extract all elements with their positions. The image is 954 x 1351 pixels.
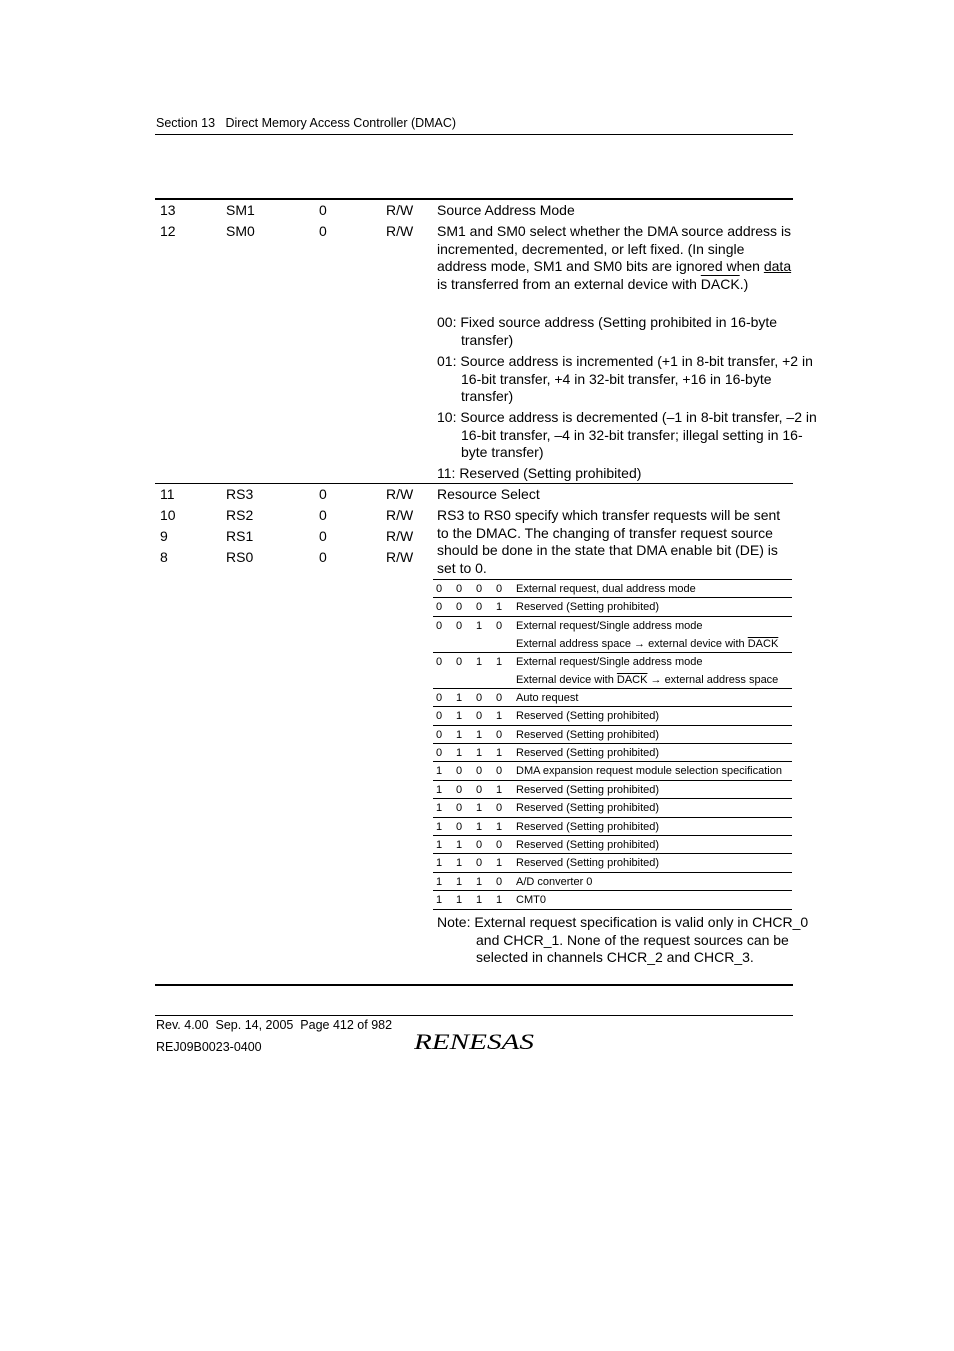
table-rule [433, 817, 792, 818]
read-write: R/W [386, 486, 414, 502]
bit-name: RS3 [226, 486, 254, 502]
table-rule [433, 652, 792, 653]
bit-number: 9 [160, 528, 168, 544]
group-separator [155, 483, 793, 484]
bit-value: 0 [456, 820, 463, 833]
bit-value: 1 [476, 802, 483, 815]
bit-value: 1 [456, 691, 463, 704]
section-header: Section 13 Direct Memory Access Controller (DMAC) [156, 116, 457, 130]
bit-value: 0 [436, 728, 443, 741]
sm-option-10: 10: Source address is decremented (–1 in 8-bit transfer, –2 in 16-bit transfer, –4 in 32-bit transfer; illegal setting in 16-byte transfer) [437, 409, 817, 460]
table-rule [433, 706, 792, 707]
bit-value: 0 [456, 765, 463, 778]
bit-value: 0 [476, 857, 483, 870]
bit-value: 0 [456, 583, 463, 595]
initial-value: 0 [319, 486, 327, 502]
note-text: Note: External request specification is valid only in CHCR_0 and CHCR_1. None of the request sources can be selected in channels CHCR_2 and CHCR_3. [437, 914, 809, 965]
bit-value: 1 [436, 894, 443, 907]
table-row [433, 857, 792, 871]
bit-value: 1 [456, 857, 463, 870]
table-row [433, 729, 792, 743]
table-rule [433, 761, 792, 762]
bit-name: SM0 [226, 223, 255, 239]
bit-value: 0 [476, 691, 483, 704]
svg-text:RENESAS: RENESAS [414, 1030, 534, 1052]
bit-value: 1 [496, 655, 503, 668]
row-description: CMT0 [516, 894, 546, 907]
bit-name: RS2 [226, 507, 254, 523]
row-description: Reserved (Setting prohibited) [516, 710, 660, 723]
initial-value: 0 [319, 549, 327, 565]
rs-description-title: Resource Select [437, 486, 540, 502]
bit-value: 0 [436, 619, 443, 632]
renesas-logo [414, 1030, 536, 1052]
initial-value: 0 [319, 528, 327, 544]
row-description: Reserved (Setting prohibited) [516, 601, 660, 614]
bit-name: RS0 [226, 549, 254, 565]
bit-value: 0 [436, 601, 443, 614]
row-description: External request, dual address mode [516, 583, 696, 595]
table-row [433, 839, 792, 853]
row-description: External request/Single address mode [516, 655, 703, 668]
document-code: REJ09B0023-0400 [156, 1040, 262, 1054]
bit-number: 10 [160, 507, 176, 523]
bit-value: 1 [496, 601, 503, 614]
table-rule [433, 780, 792, 781]
bit-value: 1 [476, 875, 483, 888]
row-description: A/D converter 0 [516, 875, 593, 888]
bit-value: 1 [476, 894, 483, 907]
row-description: Reserved (Setting prohibited) [516, 820, 660, 833]
bit-value: 1 [436, 857, 443, 870]
table-rule [433, 616, 792, 617]
rs-description-body: RS3 to RS0 specify which transfer requests will be sent to the DMAC. The changing of transfer request source should be done in the state that DMA enable bit (DE) is set to 0. [437, 507, 781, 576]
bit-value: 1 [496, 857, 503, 870]
read-write: R/W [386, 202, 414, 218]
bit-value: 0 [456, 783, 463, 796]
bit-value: 0 [456, 655, 463, 668]
sm-option-01: 01: Source address is incremented (+1 in 8-bit transfer, +2 in 16-bit transfer, +4 in 32-bit transfer, +16 in 16-byte transfer) [437, 353, 813, 404]
table-rule [433, 890, 792, 891]
initial-value: 0 [319, 202, 327, 218]
bit-number: 11 [160, 486, 175, 502]
table-rule [433, 835, 792, 836]
sm-option-11: 11: Reserved (Setting prohibited) [437, 465, 642, 481]
table-bottom-rule [155, 984, 793, 986]
sm-description-title: Source Address Mode [437, 202, 575, 218]
bit-value: 0 [436, 655, 443, 668]
table-rule [433, 853, 792, 854]
row-description: Reserved (Setting prohibited) [516, 857, 660, 870]
bit-value: 1 [496, 783, 503, 796]
bit-value: 0 [496, 839, 503, 851]
read-write: R/W [386, 223, 414, 239]
row-description: Auto request [516, 691, 579, 704]
row-description: Reserved (Setting prohibited) [516, 728, 660, 741]
row-description: DMA expansion request module selection specification [516, 765, 782, 778]
bit-value: 0 [436, 583, 443, 595]
row-description: Reserved (Setting prohibited) [516, 747, 660, 759]
bit-value: 1 [476, 728, 483, 741]
bit-value: 0 [496, 765, 503, 778]
table-row [433, 747, 792, 761]
table-row [433, 656, 792, 688]
bit-value: 0 [456, 619, 463, 632]
table-row [433, 784, 792, 798]
bit-value: 0 [476, 783, 483, 796]
table-row [433, 710, 792, 724]
bit-value: 0 [456, 601, 463, 614]
bit-value: 1 [496, 820, 503, 833]
bit-value: 1 [476, 655, 483, 668]
bit-value: 1 [436, 839, 443, 851]
bit-value: 0 [496, 691, 503, 704]
bit-value: 0 [496, 802, 503, 815]
sm-option-00: 00: Fixed source address (Setting prohibited in 16-byte transfer) [437, 314, 778, 348]
table-rule [433, 743, 792, 744]
table-rule [433, 872, 792, 873]
bit-value: 1 [476, 747, 483, 759]
bit-value: 1 [496, 710, 503, 723]
read-write: R/W [386, 549, 414, 565]
bit-number: 13 [160, 202, 176, 218]
row-description: Reserved (Setting prohibited) [516, 802, 660, 815]
bit-value: 0 [436, 747, 443, 759]
read-write: R/W [386, 528, 414, 544]
table-rule [433, 579, 792, 580]
table-row [433, 802, 792, 816]
table-row [433, 821, 792, 835]
bit-value: 0 [496, 619, 503, 632]
bit-value: 1 [436, 783, 443, 796]
row-description: External request/Single address mode [516, 619, 703, 632]
bit-value: 0 [436, 710, 443, 723]
initial-value: 0 [319, 223, 327, 239]
bit-value: 0 [476, 710, 483, 723]
bit-value: 0 [476, 583, 483, 595]
table-row [433, 601, 792, 615]
table-row [433, 876, 792, 890]
initial-value: 0 [319, 507, 327, 523]
bit-value: 0 [476, 765, 483, 778]
table-row [433, 583, 792, 597]
bit-value: 0 [496, 875, 503, 888]
revision-info: Rev. 4.00 Sep. 14, 2005 Page 412 of 982 [156, 1018, 393, 1032]
table-row [433, 620, 792, 652]
bit-value: 0 [436, 691, 443, 704]
row-description: Reserved (Setting prohibited) [516, 783, 660, 796]
bit-value: 0 [476, 601, 483, 614]
table-row [433, 692, 792, 706]
table-rule [433, 798, 792, 799]
bit-number: 8 [160, 549, 168, 565]
table-rule [433, 725, 792, 726]
header-rule [155, 134, 793, 135]
row-description-detail: External device with DACK → external address space [516, 673, 779, 686]
bit-value: 1 [476, 619, 483, 632]
bit-value: 1 [476, 820, 483, 833]
bit-value: 0 [456, 802, 463, 815]
bit-value: 0 [476, 839, 483, 851]
footer-rule [155, 1015, 793, 1016]
table-rule [433, 597, 792, 598]
bit-value: 1 [436, 820, 443, 833]
table-row [433, 765, 792, 779]
bit-value: 1 [456, 894, 463, 907]
bit-value: 1 [436, 765, 443, 778]
table-top-rule [155, 198, 793, 200]
bit-value: 1 [496, 894, 503, 907]
row-description: Reserved (Setting prohibited) [516, 839, 660, 851]
read-write: R/W [386, 507, 414, 523]
bit-name: RS1 [226, 528, 254, 544]
table-rule [433, 688, 792, 689]
bit-value: 1 [456, 839, 463, 851]
bit-value: 1 [456, 747, 463, 759]
sm-description-body: SM1 and SM0 select whether the DMA source address is incremented, decremented, or left fixed. (In single address mode, SM1 and SM0 bits are ignored when data is transferred from an external device with DACK.) [437, 223, 792, 292]
bit-value: 0 [496, 728, 503, 741]
bit-number: 12 [160, 223, 176, 239]
bit-value: 1 [496, 747, 503, 759]
bit-value: 1 [456, 875, 463, 888]
bit-value: 0 [496, 583, 503, 595]
bit-value: 1 [456, 728, 463, 741]
bit-value: 1 [436, 875, 443, 888]
bit-value: 1 [436, 802, 443, 815]
row-description-detail: External address space → external device with DACK [516, 637, 779, 650]
bit-name: SM1 [226, 202, 255, 218]
table-rule [433, 909, 792, 910]
table-row [433, 894, 792, 908]
bit-value: 1 [456, 710, 463, 723]
